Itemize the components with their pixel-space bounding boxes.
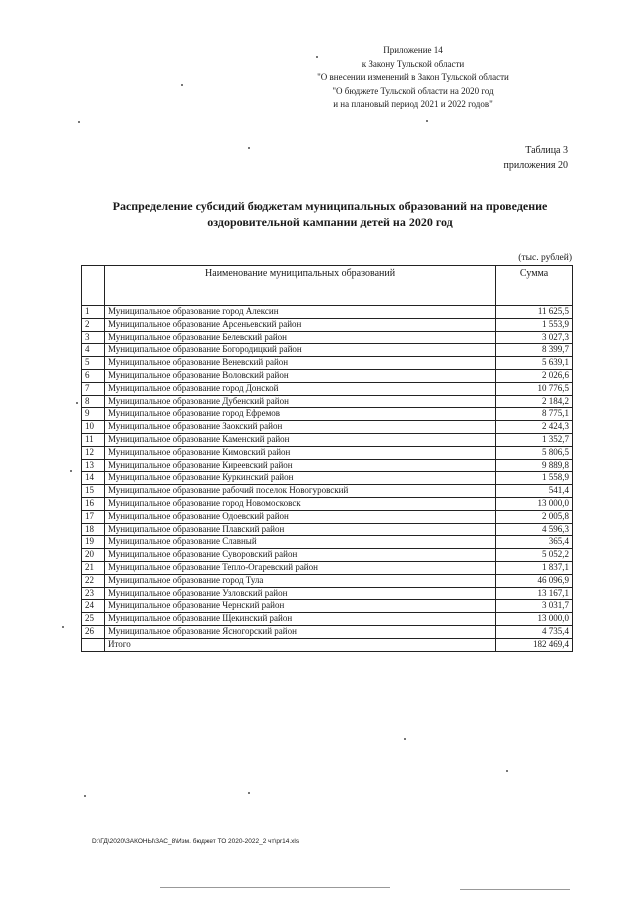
- table-row: [82, 306, 573, 319]
- table-row: [82, 382, 573, 395]
- row-number: 3: [82, 331, 105, 344]
- row-name: Муниципальное образование Ясногорский район: [104, 625, 495, 638]
- annex-line: и на плановый период 2021 и 2022 годов": [333, 99, 493, 109]
- row-number: 17: [82, 510, 105, 523]
- row-number: 22: [82, 574, 105, 587]
- table-label-line: Таблица 3: [525, 145, 568, 156]
- scan-speck: [76, 402, 78, 404]
- scan-speck: [62, 626, 64, 628]
- row-sum: 8 775,1: [496, 408, 573, 421]
- subsidy-table: [81, 265, 573, 652]
- table-row: [82, 561, 573, 574]
- row-number: 16: [82, 497, 105, 510]
- row-sum: 2 184,2: [496, 395, 573, 408]
- row-name: Муниципальное образование город Новомосковск: [104, 497, 495, 510]
- row-name: Муниципальное образование город Тула: [104, 574, 495, 587]
- row-name: Муниципальное образование Киреевский район: [104, 459, 495, 472]
- row-number: 25: [82, 613, 105, 626]
- scan-speck: [404, 738, 406, 740]
- row-number: 13: [82, 459, 105, 472]
- row-name: Муниципальное образование Щекинский район: [104, 613, 495, 626]
- row-sum: 9 889,8: [496, 459, 573, 472]
- row-number: 1: [82, 306, 105, 319]
- row-number: 9: [82, 408, 105, 421]
- scan-speck: [84, 795, 86, 797]
- row-sum: 2 424,3: [496, 421, 573, 434]
- table-row: [82, 318, 573, 331]
- row-name: Муниципальное образование город Донской: [104, 382, 495, 395]
- table-row: [82, 395, 573, 408]
- row-sum: 4 735,4: [496, 625, 573, 638]
- table-row: [82, 574, 573, 587]
- table-row: [82, 613, 573, 626]
- table-row: [82, 600, 573, 613]
- scan-edge-line: [160, 887, 390, 888]
- row-number: 21: [82, 561, 105, 574]
- row-sum: 1 352,7: [496, 433, 573, 446]
- row-sum: 5 806,5: [496, 446, 573, 459]
- scan-edge-line: [460, 889, 570, 890]
- row-sum: 13 000,0: [496, 497, 573, 510]
- row-sum: 365,4: [496, 536, 573, 549]
- annex-line: "О бюджете Тульской области на 2020 год: [332, 85, 494, 96]
- row-name: Муниципальное образование Плавский район: [104, 523, 495, 536]
- annex-line: Приложение 14: [383, 45, 443, 55]
- scan-speck: [506, 770, 508, 772]
- table-row: [82, 472, 573, 485]
- row-name: Муниципальное образование Белевский район: [104, 331, 495, 344]
- scan-speck: [78, 121, 80, 123]
- row-number: 2: [82, 318, 105, 331]
- row-name: Муниципальное образование Заокский район: [104, 421, 495, 434]
- row-name: Муниципальное образование Веневский район: [104, 357, 495, 370]
- row-name: Муниципальное образование Славный: [104, 536, 495, 549]
- header-sum-cell: Сумма: [496, 266, 573, 306]
- total-row: [82, 638, 573, 651]
- row-sum: 541,4: [496, 485, 573, 498]
- row-sum: 13 167,1: [496, 587, 573, 600]
- row-number: 24: [82, 600, 105, 613]
- table-row: [82, 536, 573, 549]
- scan-speck: [248, 792, 250, 794]
- header-num-cell: [82, 266, 105, 306]
- row-number: 15: [82, 485, 105, 498]
- table-row: [82, 433, 573, 446]
- row-sum: 1 558,9: [496, 472, 573, 485]
- scan-speck: [181, 84, 183, 86]
- header-name-cell: Наименование муниципальных образований: [104, 266, 495, 306]
- row-sum: 11 625,5: [496, 306, 573, 319]
- row-sum: 2 026,6: [496, 369, 573, 382]
- table-row: [82, 331, 573, 344]
- table-row: [82, 357, 573, 370]
- table-row: [82, 485, 573, 498]
- row-name: Муниципальное образование Узловский район: [104, 587, 495, 600]
- row-name: Муниципальное образование Дубенский район: [104, 395, 495, 408]
- row-sum: 1 837,1: [496, 561, 573, 574]
- table-row: [82, 408, 573, 421]
- total-num-cell: [82, 638, 105, 651]
- row-name: Муниципальное образование Воловский район: [104, 369, 495, 382]
- row-number: 4: [82, 344, 105, 357]
- row-sum: 8 399,7: [496, 344, 573, 357]
- table-row: [82, 587, 573, 600]
- row-sum: 10 776,5: [496, 382, 573, 395]
- row-number: 19: [82, 536, 105, 549]
- row-number: 23: [82, 587, 105, 600]
- row-name: Муниципальное образование рабочий поселок Новогуровский: [104, 485, 495, 498]
- row-number: 6: [82, 369, 105, 382]
- total-sum: 182 469,4: [496, 638, 573, 651]
- row-number: 10: [82, 421, 105, 434]
- row-sum: 1 553,9: [496, 318, 573, 331]
- scan-speck: [316, 56, 318, 58]
- scan-speck: [70, 470, 72, 472]
- annex-line: "О внесении изменений в Закон Тульской области: [317, 72, 509, 82]
- row-number: 18: [82, 523, 105, 536]
- table-row: [82, 369, 573, 382]
- row-name: Муниципальное образование Кимовский район: [104, 446, 495, 459]
- row-number: 14: [82, 472, 105, 485]
- annex-header: [248, 44, 578, 112]
- row-sum: 3 027,3: [496, 331, 573, 344]
- row-name: Муниципальное образование Куркинский район: [104, 472, 495, 485]
- scan-speck: [426, 120, 428, 122]
- total-label: Итого: [104, 638, 495, 651]
- row-name: Муниципальное образование Каменский район: [104, 433, 495, 446]
- table-row: [82, 523, 573, 536]
- row-sum: 2 005,8: [496, 510, 573, 523]
- row-sum: 46 096,9: [496, 574, 573, 587]
- row-sum: 3 031,7: [496, 600, 573, 613]
- table-row: [82, 459, 573, 472]
- units-label: (тыс. рублей): [518, 253, 572, 263]
- row-name: Муниципальное образование Тепло-Огаревский район: [104, 561, 495, 574]
- row-number: 12: [82, 446, 105, 459]
- file-path-footer: D:\ГД\2020\ЗАКОНЫ\ЗАС_8\Изм. бюджет ТО 2020-2022_2 чт\pr14.xls: [92, 838, 300, 845]
- annex-line: к Закону Тульской области: [361, 58, 465, 69]
- row-name: Муниципальное образование Одоевский район: [104, 510, 495, 523]
- row-sum: 13 000,0: [496, 613, 573, 626]
- row-number: 8: [82, 395, 105, 408]
- document-title: Распределение субсидий бюджетам муниципальных образований на проведение оздоровительной кампании детей на 2020 год: [112, 199, 548, 229]
- row-name: Муниципальное образование Богородицкий район: [104, 344, 495, 357]
- row-number: 11: [82, 433, 105, 446]
- row-sum: 4 596,3: [496, 523, 573, 536]
- table-row: [82, 446, 573, 459]
- table-row: [82, 497, 573, 510]
- row-name: Муниципальное образование город Алексин: [104, 306, 495, 319]
- table-row: [82, 625, 573, 638]
- table-label-line: приложения 20: [503, 160, 568, 171]
- table-label: [448, 143, 568, 173]
- table-row: [82, 344, 573, 357]
- row-number: 20: [82, 549, 105, 562]
- table-row: [82, 549, 573, 562]
- row-name: Муниципальное образование город Ефремов: [104, 408, 495, 421]
- table-row: [82, 421, 573, 434]
- row-number: 7: [82, 382, 105, 395]
- row-sum: 5 052,2: [496, 549, 573, 562]
- row-name: Муниципальное образование Чернский район: [104, 600, 495, 613]
- table-header-row: [82, 266, 573, 306]
- row-number: 26: [82, 625, 105, 638]
- scan-speck: [248, 147, 250, 149]
- row-name: Муниципальное образование Суворовский район: [104, 549, 495, 562]
- row-name: Муниципальное образование Арсеньевский район: [104, 318, 495, 331]
- row-sum: 5 639,1: [496, 357, 573, 370]
- row-number: 5: [82, 357, 105, 370]
- table-row: [82, 510, 573, 523]
